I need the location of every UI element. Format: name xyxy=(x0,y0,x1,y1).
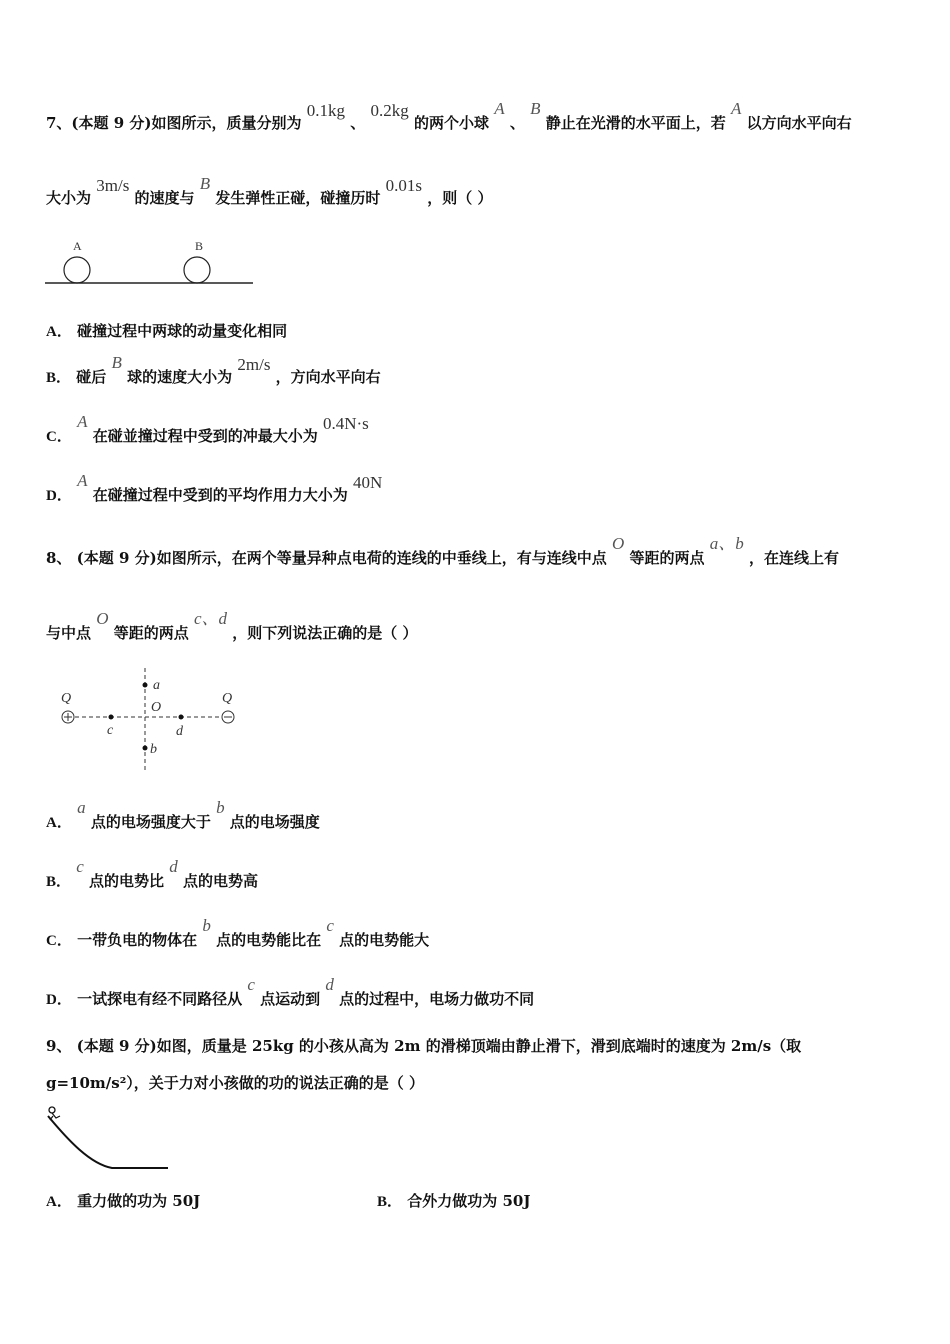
option-value: 40N xyxy=(352,473,383,492)
option-var: c xyxy=(76,857,84,876)
point-label-b: b xyxy=(150,742,157,757)
option-text: 点的过程中，电场力做功不同 xyxy=(339,990,535,1008)
q8-var-ab: a、b xyxy=(709,534,744,553)
option-text: 在碰撞过程中受到的平均作用力大小为 xyxy=(92,486,348,504)
option-value: 0.4N·s xyxy=(322,414,369,433)
option-label: B． xyxy=(46,874,72,890)
option-label: A． xyxy=(46,1194,72,1210)
option-text: 点的电场强度 xyxy=(229,813,320,831)
option-text: 一试探电有经不同路径从 xyxy=(77,990,243,1008)
charge-label-left: Q xyxy=(61,691,72,706)
point-a xyxy=(143,683,148,688)
option-label: A． xyxy=(46,815,72,831)
q7-velocity: 3m/s xyxy=(96,176,130,195)
q7-text: 以方向水平向右 xyxy=(746,114,852,132)
option-text: 碰后 xyxy=(76,368,107,386)
q7-text: 7、(本题 9 分)如图所示，质量分别为 xyxy=(46,114,302,132)
q7-text: 大小为 xyxy=(46,189,92,207)
option-text: 重力做的功为 50J xyxy=(77,1192,201,1210)
option-text: 碰撞过程中两球的动量变化相同 xyxy=(77,322,288,340)
q9-figure-slide xyxy=(40,1102,175,1177)
option-text: 点的电势比 xyxy=(89,872,165,890)
option-var: d xyxy=(169,857,178,876)
q9-line1: 9、 (本题 9 分)如图，质量是 25kg 的小孩从高为 2m 的滑梯顶端由静止滑下，滑到底端时的速度为 2m/s（取 xyxy=(46,1037,802,1055)
charge-label-right: Q xyxy=(222,691,233,706)
q7-line1 xyxy=(46,99,852,133)
q8-text: 等距的两点 xyxy=(113,624,189,642)
q7-sep: 、 xyxy=(509,114,525,132)
q7-option-c[interactable] xyxy=(46,412,369,446)
q7-sep: 、 xyxy=(350,114,366,132)
q7-text: ，则（ ） xyxy=(427,189,493,207)
q8-option-c[interactable] xyxy=(46,916,430,950)
q7-var-a: A xyxy=(77,412,88,431)
point-c xyxy=(109,715,114,720)
q7-text: 发生弹性正碰，碰撞历时 xyxy=(215,189,381,207)
option-text: 点的电势能大 xyxy=(339,931,430,949)
child-icon xyxy=(50,1113,60,1120)
point-label-o: O xyxy=(151,700,162,715)
option-label: D． xyxy=(46,992,72,1008)
q7-mass2: 0.2kg xyxy=(370,101,409,120)
q8-figure-charges xyxy=(55,664,255,776)
ball-a xyxy=(64,257,90,283)
q8-option-d[interactable] xyxy=(46,975,535,1009)
q9-line2: g=10m/s²），关于力对小孩做的功的说法正确的是（ ） xyxy=(46,1074,425,1092)
q8-var-cd: c、d xyxy=(194,609,228,628)
option-value: 2m/s xyxy=(237,355,271,374)
q7-text: 的速度与 xyxy=(134,189,195,207)
q8-option-b[interactable] xyxy=(46,857,259,891)
option-label: B． xyxy=(46,370,72,386)
q7-fig-label-b: B xyxy=(195,239,204,253)
ball-b xyxy=(184,257,210,283)
q8-line1 xyxy=(46,534,839,568)
q8-text: 8、 (本题 9 分)如图所示，在两个等量异种点电荷的连线的中垂线上，有与连线中点 xyxy=(46,549,607,567)
q7-figure-balls xyxy=(40,236,260,291)
q9-option-a[interactable] xyxy=(46,1190,200,1211)
point-label-c: c xyxy=(107,723,114,738)
option-text: 球的速度大小为 xyxy=(127,368,233,386)
q7-line2 xyxy=(46,174,493,208)
option-var: b xyxy=(216,798,225,817)
q9-option-b[interactable] xyxy=(377,1190,530,1211)
option-text: 合外力做功为 50J xyxy=(407,1192,531,1210)
child-icon xyxy=(49,1107,55,1113)
option-label: B． xyxy=(377,1194,403,1210)
q8-var-o: O xyxy=(96,609,109,628)
q7-var-a: A xyxy=(77,471,88,490)
q7-option-b[interactable] xyxy=(46,353,381,387)
q8-text: 与中点 xyxy=(46,624,92,642)
option-text: ，方向水平向右 xyxy=(275,368,381,386)
q7-mass1: 0.1kg xyxy=(306,101,345,120)
option-text: 点运动到 xyxy=(260,990,321,1008)
q7-option-a[interactable] xyxy=(46,320,287,341)
option-text: 点的电势能比在 xyxy=(216,931,322,949)
option-var: a xyxy=(77,798,86,817)
option-label: C． xyxy=(46,429,72,445)
option-var: c xyxy=(247,975,255,994)
q7-text: 的两个小球 xyxy=(413,114,489,132)
q7-time: 0.01s xyxy=(385,176,423,195)
option-var: c xyxy=(326,916,334,935)
q7-var-b: B xyxy=(111,353,122,372)
option-var: d xyxy=(325,975,334,994)
q7-var-b: B xyxy=(530,99,541,118)
q7-var-b: B xyxy=(199,174,211,193)
q7-var-a: A xyxy=(494,99,505,118)
option-text: 在碰並撞过程中受到的冲最大小为 xyxy=(92,427,318,445)
q8-line2 xyxy=(46,609,418,643)
slide-curve xyxy=(48,1116,168,1168)
q7-option-d[interactable] xyxy=(46,471,383,505)
q8-var-o: O xyxy=(611,534,625,553)
option-text: 点的电势高 xyxy=(183,872,259,890)
q8-text: ，则下列说法正确的是（ ） xyxy=(232,624,418,642)
point-d xyxy=(179,715,184,720)
q8-text: 等距的两点 xyxy=(629,549,705,567)
point-b xyxy=(143,746,148,751)
q7-var-a: A xyxy=(730,99,742,118)
option-label: D． xyxy=(46,488,72,504)
option-var: b xyxy=(202,916,211,935)
option-label: A． xyxy=(46,324,72,340)
q7-fig-label-a: A xyxy=(73,239,82,253)
option-text: 一带负电的物体在 xyxy=(77,931,198,949)
q8-option-a[interactable] xyxy=(46,798,320,832)
option-label: C． xyxy=(46,933,72,949)
q8-text: ，在连线上有 xyxy=(748,549,839,567)
q7-text: 静止在光滑的水平面上，若 xyxy=(545,114,726,132)
option-text: 点的电场强度大于 xyxy=(90,813,211,831)
point-label-a: a xyxy=(153,678,160,693)
point-label-d: d xyxy=(176,724,183,739)
